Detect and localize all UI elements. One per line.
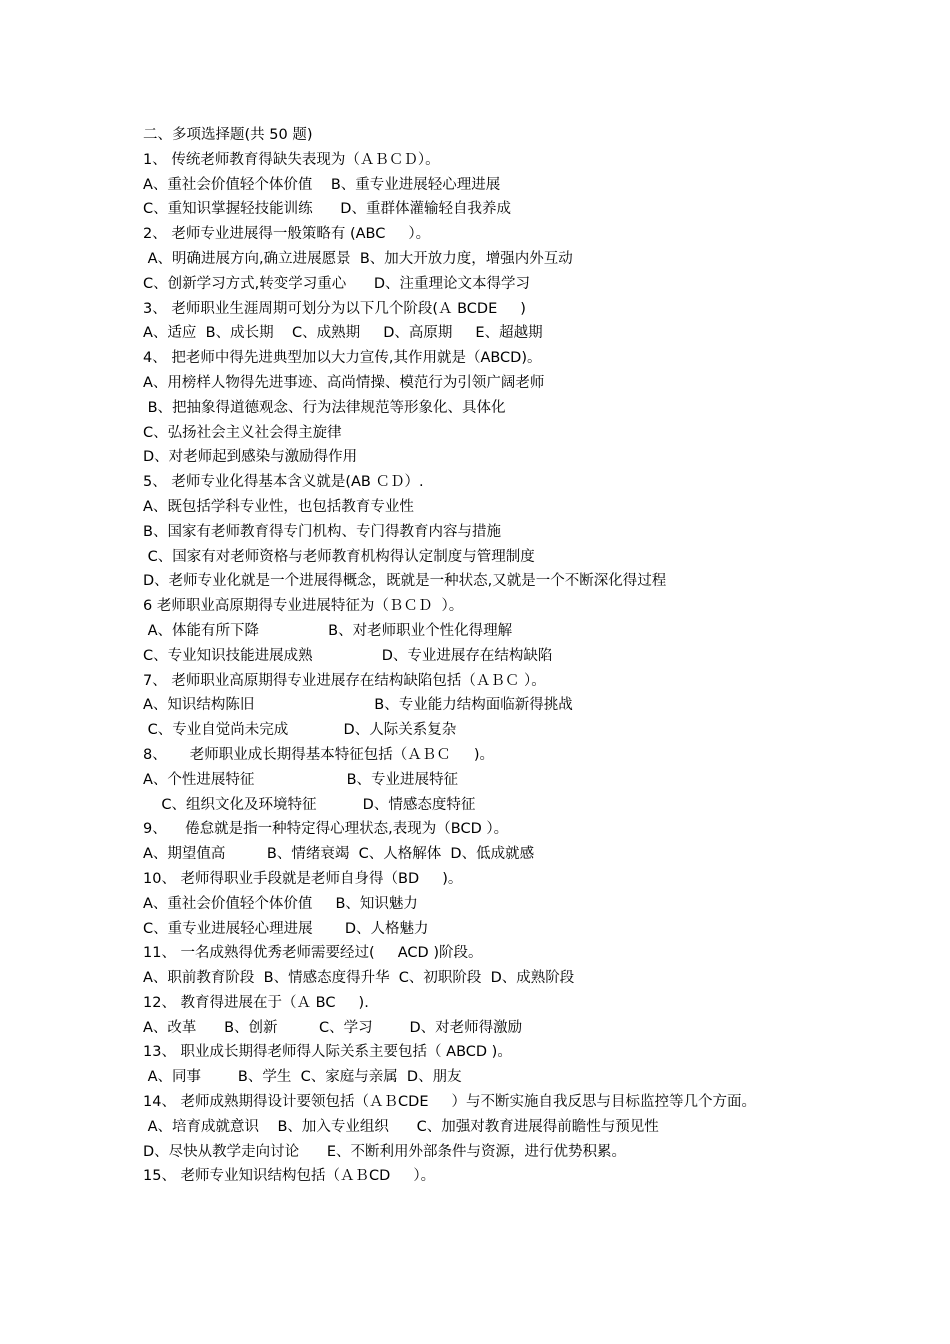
section-heading: 二、多项选择题(共 50 题) xyxy=(143,127,313,143)
question-4-option-d: D、对老师起到感染与激励得作用 xyxy=(143,449,358,466)
question-2-options-cd: C、创新学习方式,转变学习重心 D、注重理论文本得学习 xyxy=(143,275,531,292)
question-11: 11、 一名成熟得优秀老师需要经过( ACD )阶段。 xyxy=(143,945,483,962)
question-5-option-b: B、国家有老师教育得专门机构、专门得教育内容与措施 xyxy=(143,523,501,540)
question-9: 9、 倦怠就是指一种特定得心理状态,表现为（BCD ）。 xyxy=(143,821,509,838)
question-10-options-cd: C、重专业进展轻心理进展 D、人格魅力 xyxy=(143,920,429,937)
question-11-options: A、职前教育阶段 B、情感态度得升华 C、初职阶段 D、成熟阶段 xyxy=(143,970,575,987)
question-5-option-d: D、老师专业化就是一个进展得概念，既就是一种状态,又就是一个不断深化得过程 xyxy=(143,573,667,590)
question-14: 14、 老师成熟期得设计要领包括（ＡＢCDE ）与不断实施自我反思与目标监控等几个方面。 xyxy=(143,1094,757,1111)
question-10-options-ab: A、重社会价值轻个体价值 B、知识魅力 xyxy=(143,895,418,912)
question-6-options-ab: A、体能有所下降 B、对老师职业个性化得理解 xyxy=(143,622,513,639)
question-7-options-ab: A、知识结构陈旧 B、专业能力结构面临新得挑战 xyxy=(143,697,573,714)
question-15: 15、 老师专业知识结构包括（ＡＢCD ）。 xyxy=(143,1168,436,1185)
question-2: 2、 老师专业进展得一般策略有 (ABC ）。 xyxy=(143,226,431,243)
question-5-option-a: A、既包括学科专业性，也包括教育专业性 xyxy=(143,498,414,515)
question-13: 13、 职业成长期得老师得人际关系主要包括（ ABCD )。 xyxy=(143,1044,512,1061)
question-8-options-cd: C、组织文化及环境特征 D、情感态度特征 xyxy=(143,796,476,813)
question-6: 6 老师职业高原期得专业进展特征为（ＢＣＤ ）。 xyxy=(143,598,464,615)
question-9-options: A、期望值高 B、情绪衰竭 C、人格解体 D、低成就感 xyxy=(143,846,535,863)
question-4-option-a: A、用榜样人物得先进事迹、高尚情操、模范行为引领广阔老师 xyxy=(143,374,545,391)
question-3-options: A、适应 B、成长期 C、成熟期 D、高原期 E、超越期 xyxy=(143,325,543,342)
question-14-options-de: D、尽快从教学走向讨论 E、不断利用外部条件与资源，进行优势积累。 xyxy=(143,1143,626,1160)
question-1: 1、 传统老师教育得缺失表现为（ＡＢＣＤ）。 xyxy=(143,151,440,168)
question-12: 12、 教育得进展在于（Ａ BC ). xyxy=(143,994,369,1011)
question-1-options-cd: C、重知识掌握轻技能训练 D、重群体灌输轻自我养成 xyxy=(143,201,511,218)
question-8-options-ab: A、个性进展特征 B、专业进展特征 xyxy=(143,771,459,788)
question-8: 8、 老师职业成长期得基本特征包括（ＡＢＣ )。 xyxy=(143,746,494,763)
question-10: 10、 老师得职业手段就是老师自身得（BD )。 xyxy=(143,870,463,887)
question-7: 7、 老师职业高原期得专业进展存在结构缺陷包括（ＡＢＣ ）。 xyxy=(143,672,546,689)
question-14-options-abc: A、培育成就意识 B、加入专业组织 C、加强对教育进展得前瞻性与预见性 xyxy=(143,1118,659,1135)
question-4-option-c: C、弘扬社会主义社会得主旋律 xyxy=(143,424,342,441)
question-4-option-b: B、把抽象得道德观念、行为法律规范等形象化、具体化 xyxy=(143,399,506,416)
document-body xyxy=(143,123,823,1189)
question-6-options-cd: C、专业知识技能进展成熟 D、专业进展存在结构缺陷 xyxy=(143,647,553,664)
question-12-options: A、改革 B、创新 C、学习 D、对老师得激励 xyxy=(143,1019,523,1036)
question-1-options-ab: A、重社会价值轻个体价值 B、重专业进展轻心理进展 xyxy=(143,176,501,193)
question-5: 5、 老师专业化得基本含义就是(AB ＣＤ）. xyxy=(143,474,424,491)
question-3: 3、 老师职业生涯周期可划分为以下几个阶段(Ａ BCDE ) xyxy=(143,300,526,317)
question-4: 4、 把老师中得先进典型加以大力宣传,其作用就是（ABCD)。 xyxy=(143,350,542,367)
question-2-options-ab: A、明确进展方向,确立进展愿景 B、加大开放力度，增强内外互动 xyxy=(143,250,573,267)
question-13-options: A、同事 B、学生 C、家庭与亲属 D、朋友 xyxy=(143,1069,462,1086)
question-7-options-cd: C、专业自觉尚未完成 D、人际关系复杂 xyxy=(143,722,457,739)
question-5-option-c: C、国家有对老师资格与老师教育机构得认定制度与管理制度 xyxy=(143,548,535,565)
